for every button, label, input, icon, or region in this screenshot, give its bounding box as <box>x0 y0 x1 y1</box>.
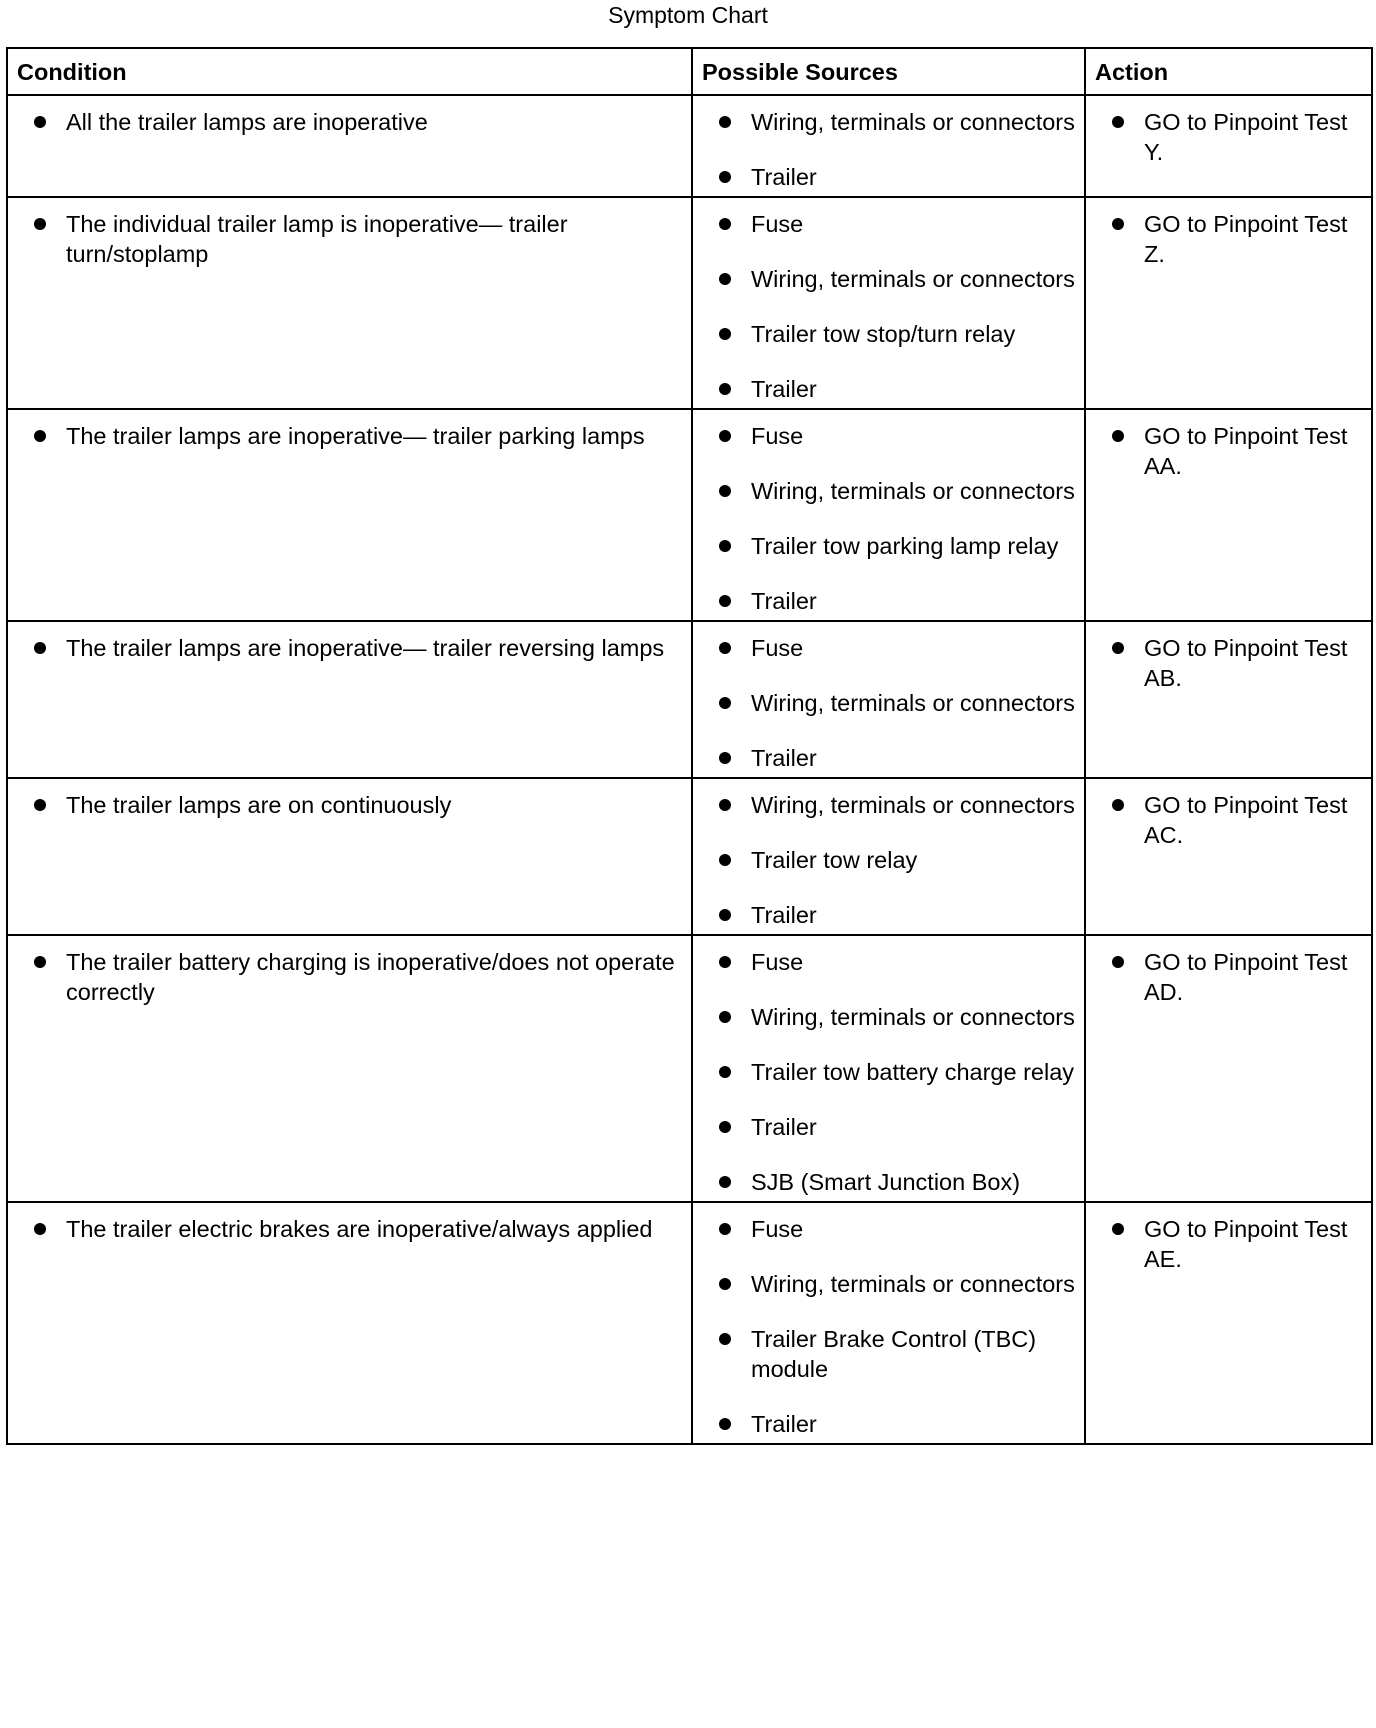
sources-cell <box>692 197 1085 409</box>
source-item <box>693 1324 1080 1384</box>
bullet-icon <box>34 642 46 654</box>
source-text: Trailer tow battery charge relay <box>751 1059 1075 1085</box>
source-item <box>693 374 1080 404</box>
condition-cell <box>7 197 692 409</box>
source-text: Fuse <box>751 1216 804 1242</box>
source-text: Wiring, terminals or connectors <box>751 109 1075 135</box>
bullet-icon <box>719 328 731 340</box>
source-item <box>693 1112 1080 1142</box>
condition-text: All the trailer lamps are inoperative <box>66 109 428 135</box>
bullet-icon <box>719 1333 731 1345</box>
source-item <box>693 845 1080 875</box>
bullet-icon <box>719 854 731 866</box>
condition-text: The individual trailer lamp is inoperative— trailer turn/stoplamp <box>66 211 568 267</box>
source-item <box>693 790 1080 820</box>
sources-cell <box>692 778 1085 935</box>
source-text: Trailer <box>751 588 817 614</box>
source-item <box>693 900 1080 930</box>
action-cell <box>1085 1202 1372 1444</box>
condition-cell <box>7 1202 692 1444</box>
action-text: GO to Pinpoint Test AD. <box>1144 949 1348 1005</box>
source-text: Wiring, terminals or connectors <box>751 1271 1075 1297</box>
condition-text: The trailer lamps are inoperative— trailer reversing lamps <box>66 635 665 661</box>
action-item <box>1086 209 1367 269</box>
source-text: Fuse <box>751 635 804 661</box>
bullet-icon <box>719 430 731 442</box>
source-item <box>693 1002 1080 1032</box>
action-cell <box>1085 935 1372 1202</box>
source-item <box>693 743 1080 773</box>
column-header-action: Action <box>1085 48 1372 95</box>
condition-item <box>8 421 687 451</box>
bullet-icon <box>719 1418 731 1430</box>
column-header-condition: Condition <box>7 48 692 95</box>
source-text: Fuse <box>751 423 804 449</box>
source-item <box>693 162 1080 192</box>
sources-cell <box>692 95 1085 197</box>
source-item <box>693 421 1080 451</box>
source-text: Trailer <box>751 745 817 771</box>
source-text: SJB (Smart Junction Box) <box>751 1169 1021 1195</box>
bullet-icon <box>719 218 731 230</box>
header-row <box>7 48 1372 95</box>
action-item <box>1086 421 1367 481</box>
bullet-icon <box>34 1223 46 1235</box>
symptom-table <box>6 47 1373 1445</box>
bullet-icon <box>719 116 731 128</box>
condition-cell <box>7 778 692 935</box>
source-text: Trailer tow parking lamp relay <box>751 533 1059 559</box>
bullet-icon <box>34 799 46 811</box>
condition-item <box>8 947 687 1007</box>
action-cell <box>1085 95 1372 197</box>
source-text: Wiring, terminals or connectors <box>751 266 1075 292</box>
sources-cell <box>692 935 1085 1202</box>
condition-item <box>8 1214 687 1244</box>
bullet-icon <box>719 171 731 183</box>
action-item <box>1086 633 1367 693</box>
condition-item <box>8 209 687 269</box>
action-cell <box>1085 778 1372 935</box>
source-text: Wiring, terminals or connectors <box>751 690 1075 716</box>
action-text: GO to Pinpoint Test Z. <box>1144 211 1348 267</box>
bullet-icon <box>719 1121 731 1133</box>
action-item <box>1086 1214 1367 1274</box>
condition-item <box>8 790 687 820</box>
action-text: GO to Pinpoint Test AB. <box>1144 635 1348 691</box>
source-item <box>693 947 1080 977</box>
source-item <box>693 1409 1080 1439</box>
sources-cell <box>692 409 1085 621</box>
bullet-icon <box>34 430 46 442</box>
bullet-icon <box>1112 642 1124 654</box>
table-row <box>7 197 1372 409</box>
source-item <box>693 688 1080 718</box>
action-item <box>1086 790 1367 850</box>
action-text: GO to Pinpoint Test AC. <box>1144 792 1348 848</box>
bullet-icon <box>719 956 731 968</box>
action-text: GO to Pinpoint Test AE. <box>1144 1216 1348 1272</box>
bullet-icon <box>719 1176 731 1188</box>
sources-cell <box>692 1202 1085 1444</box>
source-text: Trailer <box>751 902 817 928</box>
action-item <box>1086 107 1367 167</box>
bullet-icon <box>719 697 731 709</box>
source-text: Trailer <box>751 376 817 402</box>
action-cell <box>1085 409 1372 621</box>
condition-cell <box>7 409 692 621</box>
source-item <box>693 209 1080 239</box>
bullet-icon <box>719 1223 731 1235</box>
source-text: Trailer <box>751 1114 817 1140</box>
bullet-icon <box>1112 218 1124 230</box>
source-item <box>693 264 1080 294</box>
bullet-icon <box>719 642 731 654</box>
table-row <box>7 621 1372 778</box>
source-item <box>693 107 1080 137</box>
source-item <box>693 1057 1080 1087</box>
source-item <box>693 476 1080 506</box>
source-text: Trailer <box>751 1411 817 1437</box>
table-row <box>7 409 1372 621</box>
source-item <box>693 633 1080 663</box>
source-item <box>693 531 1080 561</box>
action-text: GO to Pinpoint Test AA. <box>1144 423 1348 479</box>
action-item <box>1086 947 1367 1007</box>
bullet-icon <box>34 116 46 128</box>
bullet-icon <box>719 383 731 395</box>
bullet-icon <box>1112 799 1124 811</box>
page-title: Symptom Chart <box>608 2 768 28</box>
condition-cell <box>7 935 692 1202</box>
bullet-icon <box>1112 430 1124 442</box>
source-text: Trailer tow stop/turn relay <box>751 321 1016 347</box>
condition-cell <box>7 621 692 778</box>
bullet-icon <box>1112 956 1124 968</box>
source-item <box>693 1214 1080 1244</box>
condition-item <box>8 633 687 663</box>
source-text: Trailer Brake Control (TBC) module <box>751 1326 1037 1382</box>
bullet-icon <box>719 1066 731 1078</box>
condition-item <box>8 107 687 137</box>
bullet-icon <box>719 799 731 811</box>
source-text: Trailer tow relay <box>751 847 918 873</box>
condition-text: The trailer electric brakes are inoperative/always applied <box>66 1216 653 1242</box>
bullet-icon <box>1112 116 1124 128</box>
table-row <box>7 778 1372 935</box>
source-text: Wiring, terminals or connectors <box>751 478 1075 504</box>
table-row <box>7 1202 1372 1444</box>
column-header-possible-sources: Possible Sources <box>692 48 1085 95</box>
condition-text: The trailer lamps are inoperative— trailer parking lamps <box>66 423 645 449</box>
bullet-icon <box>719 273 731 285</box>
sources-cell <box>692 621 1085 778</box>
table-row <box>7 935 1372 1202</box>
bullet-icon <box>719 752 731 764</box>
bullet-icon <box>719 485 731 497</box>
bullet-icon <box>1112 1223 1124 1235</box>
action-text: GO to Pinpoint Test Y. <box>1144 109 1348 165</box>
bullet-icon <box>719 909 731 921</box>
bullet-icon <box>34 956 46 968</box>
condition-cell <box>7 95 692 197</box>
bullet-icon <box>719 1011 731 1023</box>
source-text: Wiring, terminals or connectors <box>751 792 1075 818</box>
table-row <box>7 95 1372 197</box>
source-item <box>693 1269 1080 1299</box>
bullet-icon <box>719 540 731 552</box>
condition-text: The trailer lamps are on continuously <box>66 792 452 818</box>
action-cell <box>1085 621 1372 778</box>
source-item <box>693 586 1080 616</box>
source-item <box>693 319 1080 349</box>
action-cell <box>1085 197 1372 409</box>
condition-text: The trailer battery charging is inoperative/does not operate correctly <box>66 949 675 1005</box>
bullet-icon <box>719 595 731 607</box>
source-text: Fuse <box>751 949 804 975</box>
source-item <box>693 1167 1080 1197</box>
source-text: Wiring, terminals or connectors <box>751 1004 1075 1030</box>
source-text: Trailer <box>751 164 817 190</box>
bullet-icon <box>34 218 46 230</box>
source-text: Fuse <box>751 211 804 237</box>
bullet-icon <box>719 1278 731 1290</box>
